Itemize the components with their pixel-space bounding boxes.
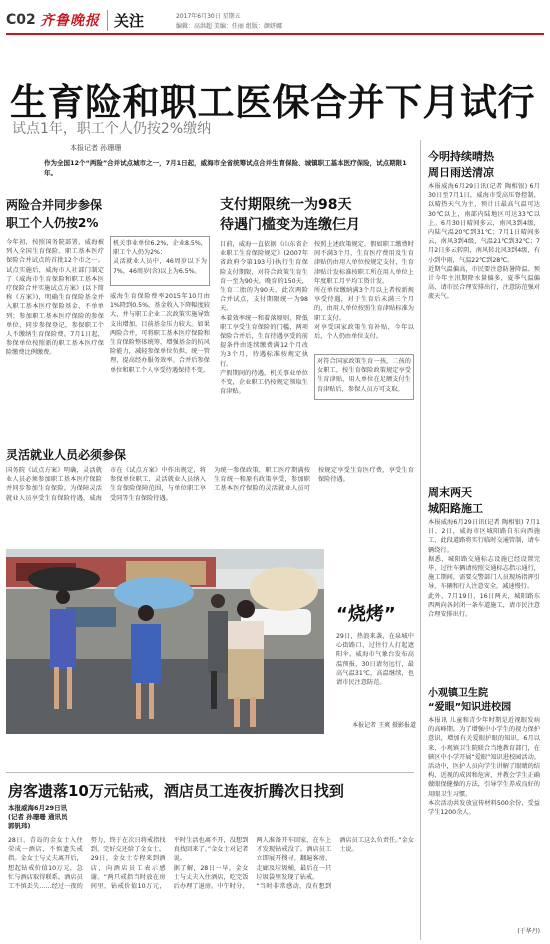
photo-caption: 29日，热浪来袭，在泉城中心街路口，过往行人打起遮阳伞。威海市气象台发布高温预报，30日请勿远行，最高气温31℃，高温继续，也请市民注意防范。 [336, 633, 414, 687]
issue-date: 2017年6月30日 星期五 [176, 13, 241, 20]
r3-title-2: “爱眼”知识进校园 [428, 702, 512, 713]
r1-title-2: 周日雨送清凉 [428, 166, 494, 179]
bottom-body: 28日，青岛的金女士入住荣成一酒店，不慎遗失戒指。金女士与丈夫离开后，想起钻戒价值10万元，急忙与酒店取得联系。酒店员工不慎丢失……经过一夜的努力，终于在次日将戒指找到，完好交还给了金女士。 29日，金女士专程来到酒店，向酒店员工表示感谢。“两只戒指当时放在房间里，钻戒价值10万元，平时生活也离不开，没想到真找回来了。”金女士对记者说。 据了解，28日一早，金女士与丈夫入住酒店，吃完饭后办理了退房。中午时分，两人准备开车回家，在车上才发现钻戒没了。酒店员工立即展开搜寻，翻遍客房、走廊及垃圾桶，最后在一只垃圾袋里发现了钻戒。 “当时非常感动，没有想到酒店员工这么负责任。”金女士说。 [8, 837, 414, 891]
paper-logo: 齐鲁晚报 [40, 13, 100, 29]
main-byline: 本报记者 孙珊珊 [70, 144, 122, 152]
s2-body-2: 按照上述政策规定，假如职工缴费时间不满3个月，生育医疗费用及生育津贴仍由用人单位按规定支付，生育津贴计发标准按职工所在用人单位上年度职工月平均工资计发。 所在单位缴纳满3个月以上者按新规享受待遇，对于生育后未满三个月的，由用人单位按照生育津贴标准为职工支付。 对享受国家政策生育补贴，今年以后，个人仍由单位支付。 [314, 241, 414, 341]
main-headline: 生育险和职工医保合并下月试行 [10, 81, 535, 124]
section-name: 关注 [107, 10, 144, 31]
s3-title: 灵活就业人员必须参保 [6, 448, 127, 462]
masthead-rule [6, 33, 544, 35]
page-number: C02 [6, 12, 36, 28]
divider [6, 772, 414, 773]
r1-title-1: 今明持续晴热 [428, 150, 494, 163]
s1-title-2: 职工个人仍按2% [6, 216, 99, 230]
r1-body: 本报威海6月29日讯(记者 陶相银) 6月30日至7月1日，威海市受高压脊控制，以晴热天气为主，预计日最高气温可达30℃以上，南部内陆地区可达33℃以上。6月30日晴间多云，南风3到4级，内陆气温20℃到31℃；7月1日晴间多云，南风3到4级，气温21℃到32℃；7月2日多云转阴，南风转北风3到4级，有小到中雨，气温22℃到28℃。 近期气温偏高，市民要注意防暑降温。预计今年主汛期降水量偏多，夏季气温偏高，请市民合理安排出行，注意防范强对流天气。 [428, 183, 540, 301]
bottom-headline: 房客遗落10万元钻戒，酒店员工连夜折腾次日找到 [8, 782, 344, 800]
r3-credit: (于华丹) [517, 928, 540, 935]
photo-credit: 本报记者 王爽 摄影报道 [352, 722, 416, 729]
s3-body: 国务院《试点方案》明确，灵活就业人员必须参加职工基本医疗保险并同步参加生育保险。为保障灵活就业人员享受生育保险待遇，威海市在《试点方案》中作出规定，将参保单位职工、灵活就业人员纳入生育保险保障范围，与单位职工享受同等生育保险待遇。 为统一参保政策，职工医疗期满按生育统一和原有政策享受，参加职工基本医疗保险的灵活就业人员可按规定享受生育医疗费，享受生育保险待遇。 [6, 467, 414, 502]
bottom-byline: 本报威海6月29日讯(记者 孙珊珊 通讯员 郭钒玮) [8, 804, 68, 830]
s1-body-2: 威海生育保险费率2015年10月由1%降到0.5%，基金收入下降幅度较大，并与职工企业二次政策实施导致支出增加，目前基金压力较大。如果两险合并，可将职工基本医疗保险和生育保险整体统筹，增强基金的抗风险能力，减轻参保单位负担，统一管理，提高经办服务效率。合并后参保单位和职工个人享受待遇保持不变。 [110, 293, 210, 374]
s2-title-1: 支付期限统一为98天 [220, 197, 352, 213]
r3-body: 本报讯 儿童和青少年时期是近视眼发病的高峰期。为了增强中小学生的视力保护意识，增加有关爱眼护眼的知识，6月以来，小观镇卫生院联合当地教育部门，在辖区中小学开展“爱眼”知识进校园活动。活动中，医护人员向学生讲解了眼睛的结构、近视的成因和危害，并教会学生正确做眼保健操的方法，引导学生养成良好的用眼卫生习惯。 本次活动共发放宣传材料500余份，受益学生1200余人。 [428, 717, 540, 817]
r2-title-2: 城阳路施工 [428, 502, 483, 515]
s1-box: 机关事业单位6.2%，企业8.5%，职工个人仍为2%； 灵活就业人员中，46周岁以下为7%，46周岁(含)以上为6.5%。 [110, 236, 210, 286]
r2-title-1: 周末两天 [428, 486, 472, 499]
news-photo [6, 549, 324, 734]
s1-title-1: 两险合并同步参保 [6, 198, 103, 212]
main-deck: 试点1年，职工个人仍按2%缴纳 [12, 121, 212, 137]
r2-body: 本报威海6月29日讯(记者 陶相银) 7月1日、2日，威海市区城阳路自东向西施工，此段道路将实行临时交通管制，请车辆绕行。 据悉，城阳路交通标志设施已经设置完毕，过往车辆请按照交通标志指示通行，施工期间，需要交警部门人员现场指挥引导，车辆和行人注意安全，减速慢行。 此外，7月19日、16日两天，城阳路东西两向各封闭一条车道施工，请市民注意合理安排出行。 [428, 519, 540, 619]
staff-credits: 编辑：高洪超 美编：任丽 组版：颜妍娜 [176, 23, 282, 30]
photo-caption-title: “烧烤” [336, 604, 396, 625]
main-lead: 作为全国12个“两险”合并试点城市之一，7月1日起，威海市全省统筹试点合并生育保险、城镇职工基本医疗保险，试点期限1年。 [44, 159, 407, 177]
s2-body: 目前，威海一直依据《山东省企业职工生育保险规定》(2007年省政府令第193号)执行生育保险支付期限，对符合政策生育生育一至为90天，晚育的150天，生育二胎的为90天，此次两险合并试点，支付期限统一为98天。 本着效率统一和着落原则，降低职工享受生育保险的门槛，两项保险合并后，生育待遇享受的前提条件由连续缴费满12个月改为3个月，待遇标准按规定执行。 产假期间的待遇，机关事业单位不变，企业职工仍按规定领取生育津贴。 [220, 241, 308, 396]
s2-box: 对符合国家政策生育一孩，二孩的女职工，按生育保险政策规定享受生育津贴，用人单位在足额支付生育津贴后，参保人员方可支取。 [314, 354, 414, 400]
s2-title-2: 待遇门槛变为连缴仨月 [220, 217, 360, 233]
r3-title-1: 小观镇卫生院 [428, 688, 488, 699]
s1-body: 今年初，按照国务院部署，威海被列入全国生育保险、职工基本医疗保险合并试点的首批12个市之一。试点实施后，威海市人社部门制定了《威海市生育保险和职工基本医疗保险合并实施试点方案》(以下简称《方案》)，明确生育保险基金并入职工基本医疗保险基金，不单单列；参加职工基本医疗保险的参保单位，同步参保登记，参保职工个人不缴纳生育保险费。7月1日起，参保单位按照新的职工基本医疗保险缴费比例缴费。 [6, 239, 104, 357]
column-rule [420, 140, 421, 940]
